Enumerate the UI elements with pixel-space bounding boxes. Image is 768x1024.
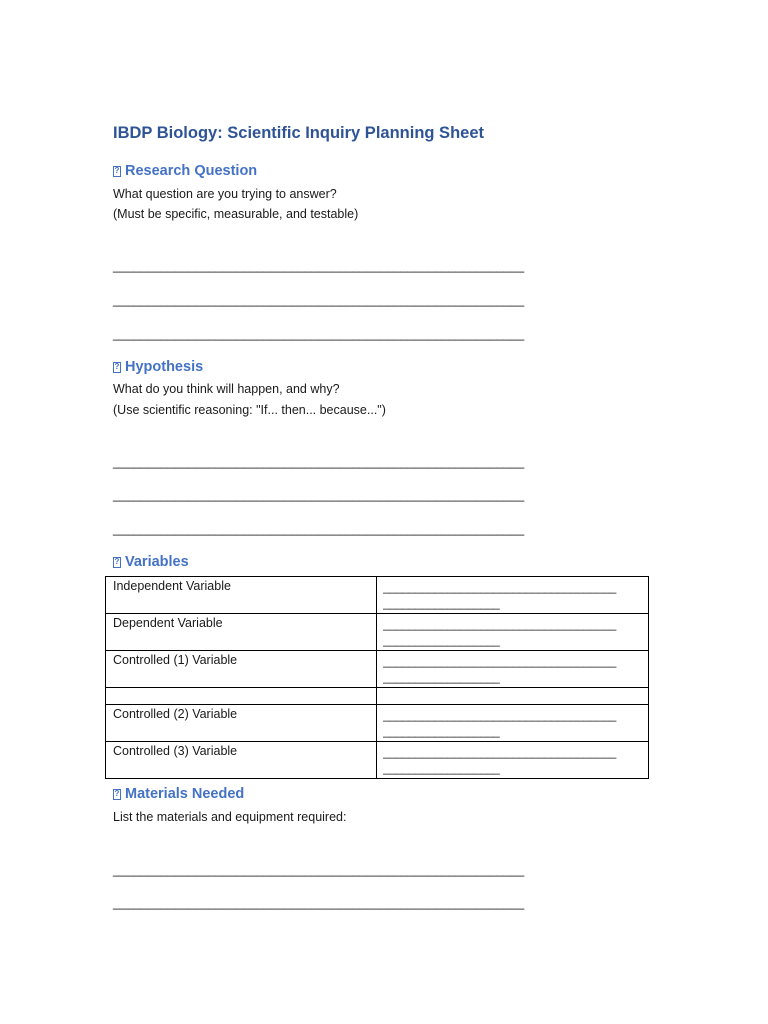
materials-answer-line-1[interactable]: ____________________________________________________________	[113, 863, 525, 877]
hypothesis-heading	[113, 359, 203, 375]
materials-heading-text: Materials Needed	[125, 786, 245, 802]
variable-entry[interactable]	[377, 688, 649, 705]
variable-entry[interactable]	[377, 742, 649, 779]
research-question-heading	[113, 163, 257, 179]
research-answer-line-2[interactable]: ____________________________________________________________	[113, 293, 525, 307]
variable-entry[interactable]	[377, 705, 649, 742]
variable-label: Dependent Variable	[106, 614, 377, 651]
variable-entry-line-2[interactable]: __________________	[383, 724, 500, 738]
research-answer-line-1[interactable]: ____________________________________________________________	[113, 259, 525, 273]
research-answer-line-3[interactable]: ____________________________________________________________	[113, 327, 525, 341]
document-title: IBDP Biology: Scientific Inquiry Planning Sheet	[113, 124, 484, 142]
research-question-prompt: What question are you trying to answer?	[113, 187, 337, 201]
variable-entry-line-2[interactable]: __________________	[383, 596, 500, 610]
variable-entry-line-2[interactable]: __________________	[383, 670, 500, 684]
variable-entry-line-1[interactable]: ____________________________________	[383, 617, 617, 631]
variable-entry[interactable]	[377, 614, 649, 651]
hypothesis-prompt: What do you think will happen, and why?	[113, 382, 340, 396]
table-row	[106, 705, 649, 742]
hypothesis-note: (Use scientific reasoning: "If... then... because...")	[113, 403, 386, 417]
variable-label: Independent Variable	[106, 577, 377, 614]
table-row	[106, 742, 649, 779]
variable-entry-line-1[interactable]: ____________________________________	[383, 580, 617, 594]
missing-glyph-icon	[113, 789, 121, 800]
table-row	[106, 577, 649, 614]
variable-entry-line-2[interactable]: __________________	[383, 761, 500, 775]
variable-label: Controlled (1) Variable	[106, 651, 377, 688]
research-question-note: (Must be specific, measurable, and testable)	[113, 207, 359, 221]
variable-entry-line-1[interactable]: ____________________________________	[383, 654, 617, 668]
hypothesis-answer-line-2[interactable]: ____________________________________________________________	[113, 488, 525, 502]
variable-label	[106, 688, 377, 705]
missing-glyph-icon	[113, 362, 121, 373]
research-question-heading-text: Research Question	[125, 163, 258, 179]
materials-answer-line-2[interactable]: ____________________________________________________________	[113, 896, 525, 910]
variable-entry-line-1[interactable]: ____________________________________	[383, 745, 617, 759]
variable-label: Controlled (2) Variable	[106, 705, 377, 742]
missing-glyph-icon	[113, 557, 121, 568]
materials-heading	[113, 786, 244, 802]
hypothesis-answer-line-1[interactable]: ____________________________________________________________	[113, 455, 525, 469]
variable-entry[interactable]	[377, 651, 649, 688]
variable-entry-line-1[interactable]: ____________________________________	[383, 708, 617, 722]
materials-prompt: List the materials and equipment required:	[113, 810, 347, 824]
variables-heading	[113, 554, 189, 570]
table-row	[106, 614, 649, 651]
table-row	[106, 688, 649, 705]
hypothesis-heading-text: Hypothesis	[125, 359, 204, 375]
variables-table	[105, 576, 649, 779]
variable-entry[interactable]	[377, 577, 649, 614]
variable-entry-line-2[interactable]: __________________	[383, 633, 500, 647]
variable-label: Controlled (3) Variable	[106, 742, 377, 779]
table-row	[106, 651, 649, 688]
hypothesis-answer-line-3[interactable]: ____________________________________________________________	[113, 522, 525, 536]
variables-heading-text: Variables	[125, 554, 189, 570]
missing-glyph-icon	[113, 166, 121, 177]
